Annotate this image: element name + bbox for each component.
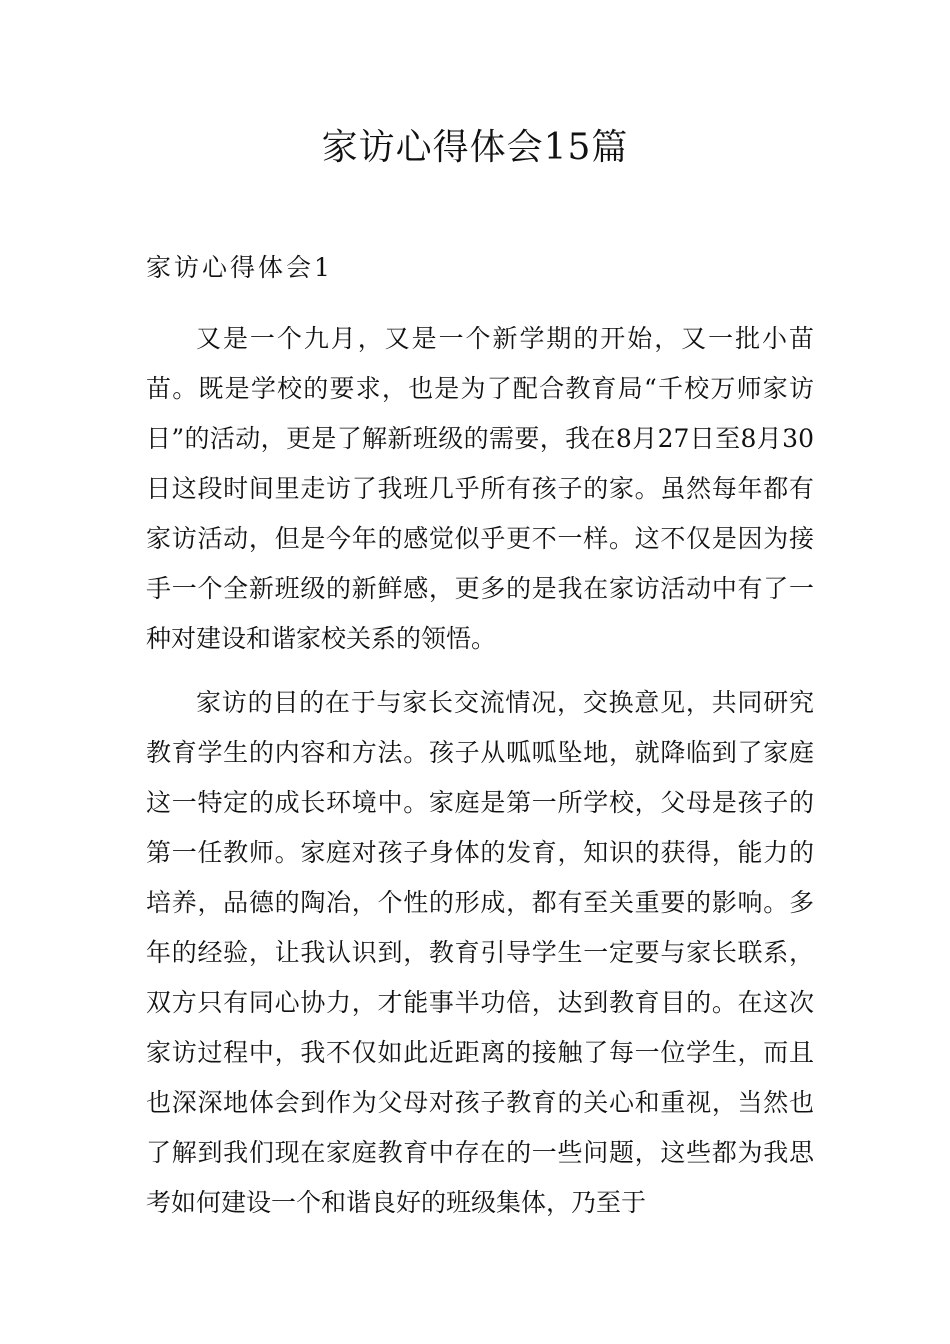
body-paragraph-1: 又是一个九月，又是一个新学期的开始，又一批小苗苗。既是学校的要求，也是为了配合教育局“千校万师家访日”的活动，更是了解新班级的需要，我在8月27日至8月30日这段时间里走访了我班几乎所有孩子的家。虽然每年都有家访活动，但是今年的感觉似乎更不一样。这不仅是因为接手一个全新班级的新鲜感，更多的是我在家访活动中有了一种对建设和谐家校关系的领悟。: [146, 324, 814, 653]
body-paragraph-2: 家访的目的在于与家长交流情况，交换意见，共同研究教育学生的内容和方法。孩子从呱呱坠地，就降临到了家庭这一特定的成长环境中。家庭是第一所学校，父母是孩子的第一任教师。家庭对孩子身体的发育，知识的获得，能力的培养，品德的陶冶，个性的形成，都有至关重要的影响。多年的经验，让我认识到，教育引导学生一定要与家长联系，双方只有同心协力，才能事半功倍，达到教育目的。在这次家访过程中，我不仅如此近距离的接触了每一位学生，而且也深深地体会到作为父母对孩子教育的关心和重视，当然也了解到我们现在家庭教育中存在的一些问题，这些都为我思考如何建设一个和谐良好的班级集体，乃至于: [146, 688, 814, 1217]
section-heading: 家访心得体会1: [146, 253, 333, 282]
document-title: 家访心得体会15篇: [321, 127, 629, 168]
